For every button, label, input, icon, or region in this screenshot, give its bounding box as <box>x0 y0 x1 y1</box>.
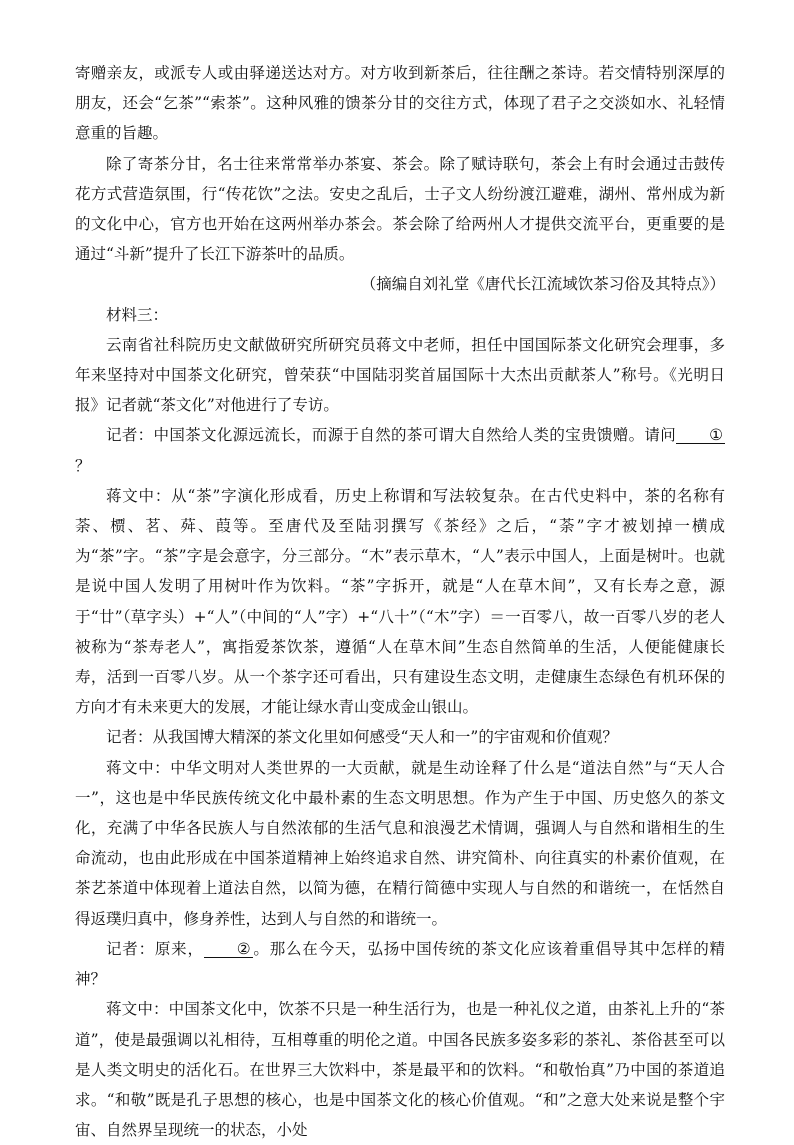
question-one <box>75 420 725 480</box>
question-one-text: 记者：中国茶文化源远流长，而源于自然的茶可谓大自然给人类的宝贵馈赠。请问 <box>106 426 677 445</box>
document-body <box>75 58 725 1145</box>
question-three-end: 。那么在今天，弘扬中国传统的茶文化应该着重倡导其中怎样的精神？ <box>75 939 725 989</box>
source-citation: （摘编自刘礼堂《唐代长江流域饮茶习俗及其特点》） <box>360 275 725 294</box>
question-one-end: ？ <box>75 456 91 475</box>
blank-two: ② <box>204 941 253 958</box>
answer-three: 蒋文中：中国茶文化中，饮茶不只是一种生活行为，也是一种礼仪之道，由茶礼上升的“茶道”，使是最强调以礼相待，互相尊重的明伦之道。中国各民族多姿多彩的茶礼、茶俗甚至可以是人类文明史的活化石。在世界三大饮料中，茶是最平和的饮料。“和敬怡真”乃中国的茶道追求。“和敬”既是孔子思想的核心，也是中国茶文化的核心价值观。“和”之意大处来说是整个宇宙、自然界呈现统一的状态，小处 <box>75 1000 725 1140</box>
material-three-label: 材料三： <box>106 305 169 324</box>
interview-intro: 云南省社科院历史文献做研究所研究员蒋文中老师，担任中国国际茶文化研究会理事，多年来坚持对中国茶文化研究，曾荣获“中国陆羽奖首届国际十大杰出贡献茶人”称号。《光明日报》记者就“茶文化”对他进行了专访。 <box>75 335 725 415</box>
paragraph-continuation: 寄赠亲友，或派专人或由驿递送达对方。对方收到新茶后，往往酬之茶诗。若交情特别深厚的朋友，还会“乞茶”“索茶”。这种风雅的馈茶分甘的交往方式，体现了君子之交淡如水、礼轻情意重的旨趣。 <box>75 64 725 143</box>
question-three <box>75 934 725 994</box>
answer-two: 蒋文中：中华文明对人类世界的一大贡献，就是生动诠释了什么是“道法自然”与“天人合一”，这也是中华民族传统文化中最朴素的生态文明思想。作为产生于中国、历史悠久的茶文化，充满了中华各民族人与自然浓郁的生活气息和浪漫艺术情调，强调人与自然和谐相生的生命流动，也由此形成在中国茶道精神上始终追求自然、讲究简朴、向往真实的朴素价值观，在茶艺茶道中体现着上道法自然，以简为德，在精行简德中实现人与自然的和谐统一，在恬然自得返璞归真中，修身养性，达到人与自然的和谐统一。 <box>75 758 725 928</box>
question-three-start: 记者：原来， <box>106 939 204 958</box>
answer-one: 蒋文中：从“茶”字演化形成看，历史上称谓和写法较复杂。在古代史料中，茶的名称有荼、槚、茗、荈、葭等。至唐代及至陆羽撰写《茶经》之后，“荼”字才被划掉一横成为“茶”字。“茶”字是会意字，分三部分。“木”表示草木，“人”表示中国人，上面是树叶。也就是说中国人发明了用树叶作为饮料。“茶”字拆开，就是“人在草木间”，又有长寿之意，源于“廿”（草字头）+“人”（中间的“人”字）+“八十”（“木”字）＝一百零八，故一百零八岁的老人被称为“茶寿老人”，寓指爱茶饮茶，遵循“人在草木间”生态自然简单的生活，人便能健康长寿，活到一百零八岁。从一个茶字还可看出，只有建设生态文明，走健康生态绿色有机环保的方向才有未来更大的发展，才能让绿水青山变成金山银山。 <box>75 486 725 717</box>
blank-one: ① <box>676 427 725 444</box>
question-two: 记者：从我国博大精深的茶文化里如何感受“天人和一”的宇宙观和价值观？ <box>106 728 618 747</box>
paragraph-tea-party: 除了寄茶分甘，名士往来常常举办茶宴、茶会。除了赋诗联句，茶会上有时会通过击鼓传花方式营造氛围，行“传花饮”之法。安史之乱后，士子文人纷纷渡江避难，湖州、常州成为新的文化中心，官方也开始在这两州举办茶会。茶会除了给两州人才提供交流平台，更重要的是通过“斗新”提升了长江下游茶叶的品质。 <box>75 154 725 264</box>
